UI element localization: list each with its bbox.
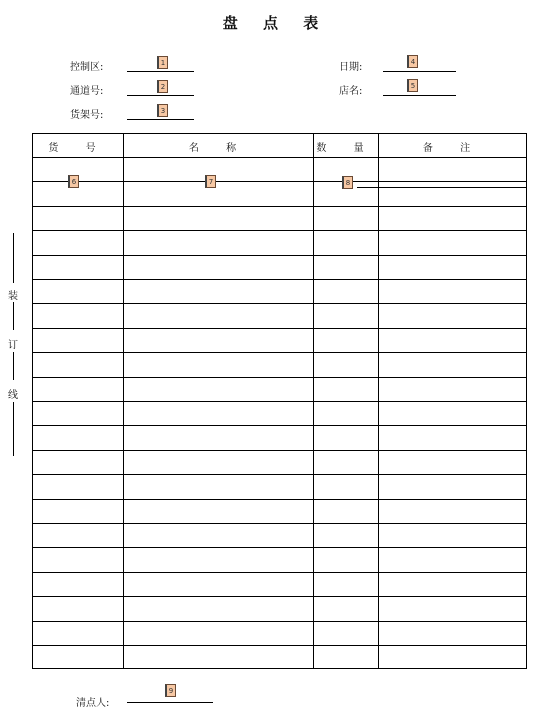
date-field[interactable] [383,71,456,72]
table-row [32,206,527,207]
field-marker-8: 8 [342,176,353,189]
field-marker-1: 1 [157,56,168,69]
control-area-label: 控制区: [70,62,104,73]
table-row [32,157,527,158]
field-marker-6: 6 [68,175,79,188]
table-row [32,328,527,329]
aisle-no-field[interactable] [127,95,194,96]
table-row [32,401,527,402]
binding-line-segment [13,302,14,330]
first-row-connector-line [357,187,527,188]
store-name-field[interactable] [383,95,456,96]
field-marker-7: 7 [205,175,216,188]
table-row [32,377,527,378]
table-row [32,352,527,353]
field-marker-2: 2 [157,80,168,93]
table-row [32,474,527,475]
table-row [32,523,527,524]
counter-label: 清点人: [76,698,110,709]
table-row [32,645,527,646]
page-title: 盘 点 表 [222,14,329,32]
field-marker-9: 9 [165,684,176,697]
table-row [32,425,527,426]
col-header-item-no: 货 号 [48,143,108,154]
col-header-quantity: 数 量 [316,143,376,154]
binding-line-segment [13,233,14,283]
store-name-label: 店名: [339,86,363,97]
binding-char-1: 装 [8,291,18,302]
shelf-no-field[interactable] [127,119,194,120]
table-row [32,450,527,451]
table-row [32,547,527,548]
control-area-field[interactable] [127,71,194,72]
counter-field[interactable] [127,702,213,703]
binding-line-segment [13,402,14,456]
binding-char-3: 线 [8,390,18,401]
field-marker-4: 4 [407,55,418,68]
table-row [32,596,527,597]
field-marker-3: 3 [157,104,168,117]
col-header-name: 名 称 [188,143,249,154]
table-row [32,230,527,231]
shelf-no-label: 货架号: [70,110,104,121]
table-row [32,279,527,280]
date-label: 日期: [339,62,363,73]
binding-char-2: 订 [8,340,18,351]
col-header-remarks: 备 注 [422,143,483,154]
aisle-no-label: 通道号: [70,86,104,97]
table-row [32,621,527,622]
field-marker-5: 5 [407,79,418,92]
first-row-connector-line [32,181,357,182]
table-row [32,499,527,500]
table-row [32,572,527,573]
table-row [32,303,527,304]
table-row [32,255,527,256]
binding-line-segment [13,352,14,380]
